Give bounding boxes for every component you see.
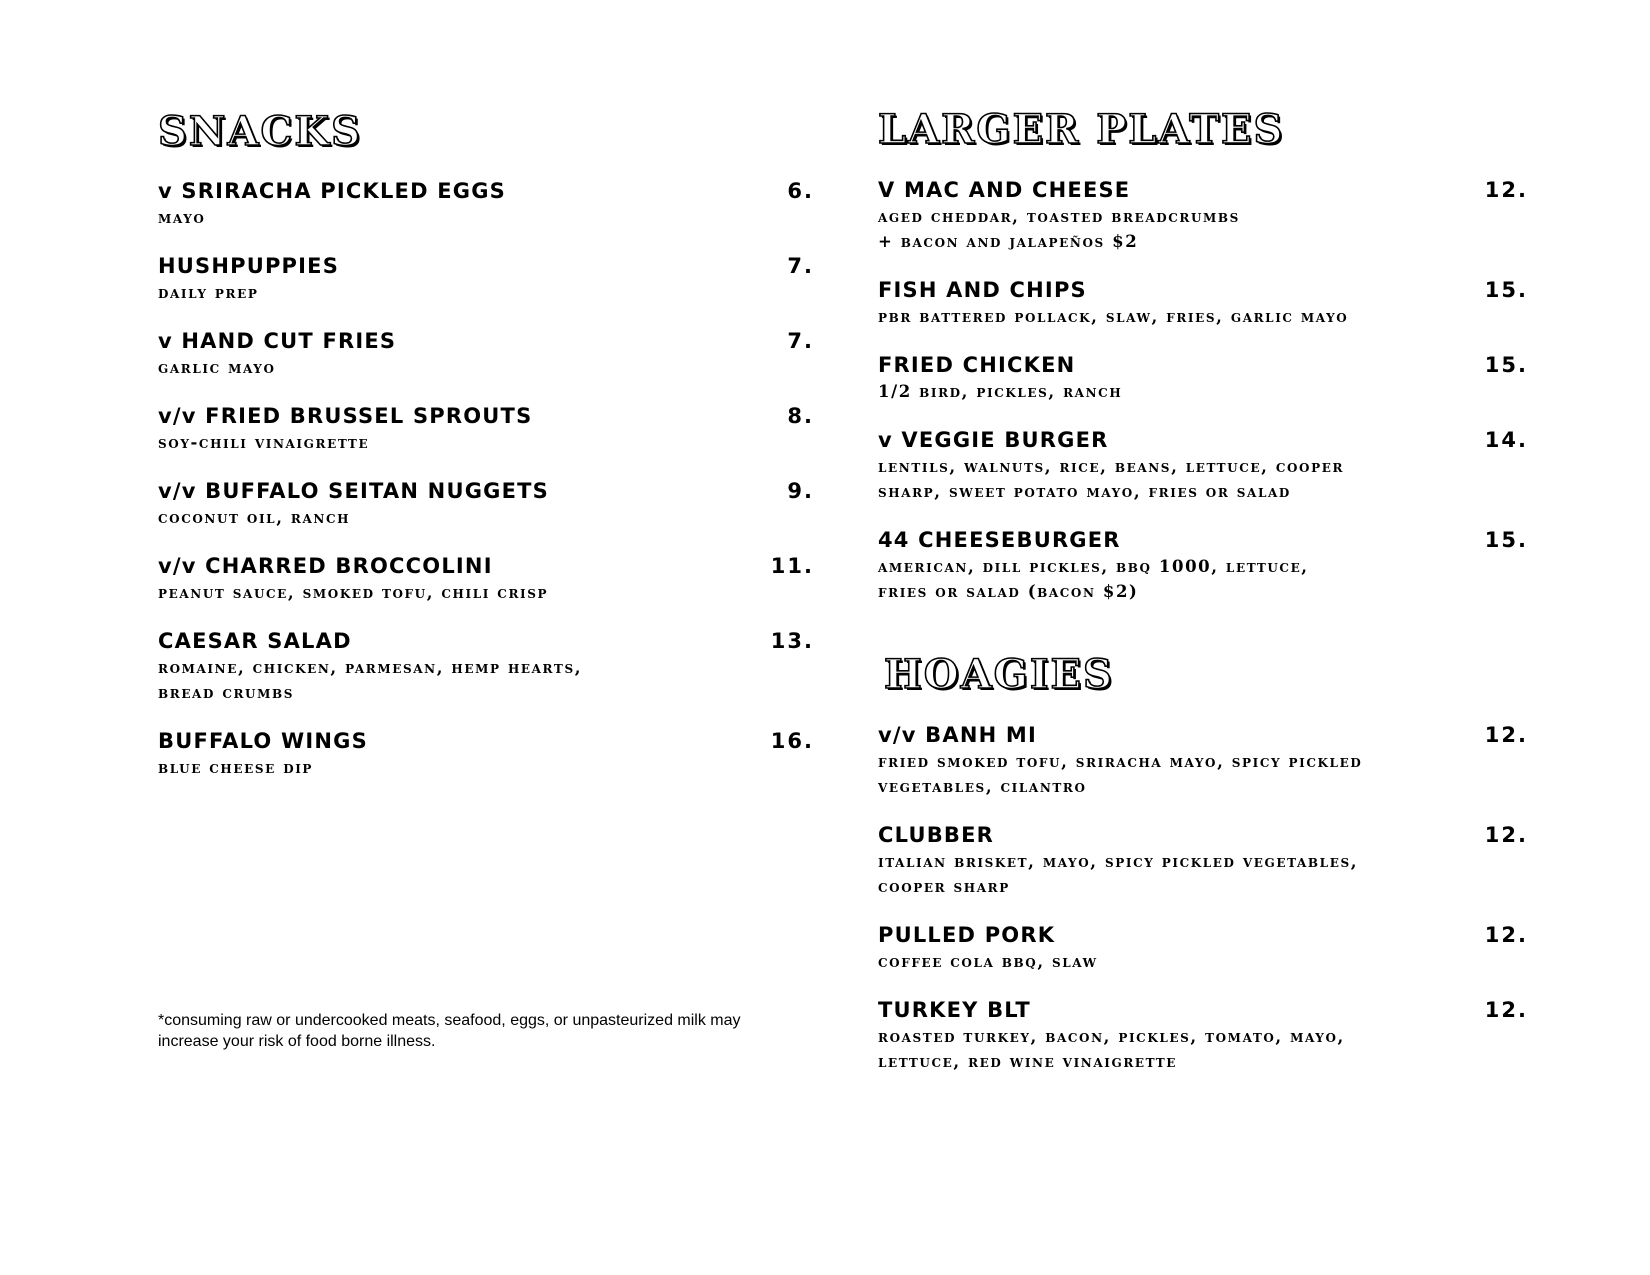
item-name: v/v BUFFALO SEITAN NUGGETS — [158, 479, 549, 503]
item-name: FISH AND CHIPS — [878, 278, 1087, 302]
menu-item — [158, 477, 818, 530]
item-description — [158, 655, 818, 705]
item-description-line: lettuce, red wine vinaigrette — [878, 1052, 1178, 1071]
item-name: v/v FRIED BRUSSEL SPROUTS — [158, 404, 533, 428]
item-name: v SRIRACHA PICKLED EGGS — [158, 179, 506, 203]
item-description-line: sharp, sweet potato mayo, fries or salad — [878, 482, 1291, 501]
footnote-line: *consuming raw or undercooked meats, seafood, eggs, or unpasteurized milk may — [158, 1012, 741, 1029]
item-description-line: blue cheese dip — [158, 758, 314, 777]
menu-item — [878, 721, 1528, 799]
item-description-line: pbr battered pollack, slaw, fries, garlic mayo — [878, 307, 1349, 326]
item-description — [878, 454, 1528, 504]
item-price: 11. — [770, 554, 814, 578]
menu-item — [878, 996, 1528, 1074]
item-description — [878, 849, 1528, 899]
snacks-title: SNACKS — [158, 108, 362, 155]
item-name: TURKEY BLT — [878, 998, 1031, 1022]
item-description — [158, 355, 818, 380]
item-name: FRIED CHICKEN — [878, 353, 1076, 377]
item-description-line: coffee cola bbq, slaw — [878, 952, 1098, 971]
item-description — [158, 205, 818, 230]
menu-item — [158, 552, 818, 605]
menu-item — [158, 177, 818, 230]
menu-item — [158, 727, 818, 780]
item-price: 9. — [787, 479, 814, 503]
item-name: CLUBBER — [878, 823, 995, 847]
item-description — [158, 430, 818, 455]
item-name: V MAC AND CHEESE — [878, 178, 1131, 202]
item-description — [878, 1024, 1528, 1074]
item-price: 15. — [1484, 353, 1528, 377]
item-description-line: american, dill pickles, bbq 1000, lettuce, — [878, 557, 1309, 576]
item-name: v VEGGIE BURGER — [878, 428, 1109, 452]
menu-item — [158, 252, 818, 305]
menu-item — [878, 821, 1528, 899]
item-price: 15. — [1484, 528, 1528, 552]
menu-item — [878, 176, 1528, 254]
hoagies-title: HOAGIES — [884, 651, 1114, 698]
item-description — [158, 580, 818, 605]
footnote-line: increase your risk of food borne illness. — [158, 1033, 436, 1050]
item-name: HUSHPUPPIES — [158, 254, 340, 278]
item-description — [878, 749, 1528, 799]
item-description-line: garlic mayo — [158, 358, 276, 377]
item-name: v/v CHARRED BROCCOLINI — [158, 554, 493, 578]
item-description — [158, 280, 818, 305]
item-name: PULLED PORK — [878, 923, 1056, 947]
item-description — [878, 949, 1528, 974]
item-description-line: fried smoked tofu, sriracha mayo, spicy pickled — [878, 752, 1363, 771]
item-description-line: soy-chili vinaigrette — [158, 433, 370, 452]
item-description — [878, 379, 1528, 404]
menu-item — [158, 627, 818, 705]
item-description-line: romaine, chicken, parmesan, hemp hearts, — [158, 658, 583, 677]
menu-item — [158, 402, 818, 455]
item-description-line: lentils, walnuts, rice, beans, lettuce, cooper — [878, 457, 1345, 476]
item-description-line: cooper sharp — [878, 877, 1010, 896]
menu-item — [878, 921, 1528, 974]
item-description-line: coconut oil, ranch — [158, 508, 351, 527]
item-price: 8. — [787, 404, 814, 428]
item-price: 12. — [1484, 923, 1528, 947]
item-description-line: italian brisket, mayo, spicy pickled vegetables, — [878, 852, 1359, 871]
item-price: 6. — [787, 179, 814, 203]
item-description-line: daily prep — [158, 283, 259, 302]
item-description — [878, 554, 1528, 604]
item-name: v/v BANH MI — [878, 723, 1037, 747]
item-description-line: vegetables, cilantro — [878, 777, 1087, 796]
food-safety-footnote — [158, 1010, 798, 1052]
item-price: 13. — [770, 629, 814, 653]
item-description-line: mayo — [158, 208, 206, 227]
item-description-line: 1/2 bird, pickles, ranch — [878, 382, 1123, 401]
item-description-line: + bacon and jalapeños $2 — [878, 232, 1139, 251]
item-price: 7. — [787, 329, 814, 353]
item-price: 12. — [1484, 723, 1528, 747]
item-description — [158, 755, 818, 780]
item-description-line: bread crumbs — [158, 683, 295, 702]
item-name: 44 CHEESEBURGER — [878, 528, 1121, 552]
item-description-line: peanut sauce, smoked tofu, chili crisp — [158, 583, 549, 602]
menu-item — [878, 526, 1528, 604]
item-description-line: roasted turkey, bacon, pickles, tomato, mayo, — [878, 1027, 1345, 1046]
item-description-line: aged cheddar, toasted breadcrumbs — [878, 207, 1240, 226]
item-description-line: fries or salad (bacon $2) — [878, 582, 1139, 601]
item-price: 12. — [1484, 823, 1528, 847]
item-description — [878, 304, 1528, 329]
menu-item — [878, 351, 1528, 404]
item-price: 7. — [787, 254, 814, 278]
item-price: 14. — [1484, 428, 1528, 452]
item-price: 12. — [1484, 998, 1528, 1022]
menu-item — [878, 426, 1528, 504]
item-price: 12. — [1484, 178, 1528, 202]
item-name: v HAND CUT FRIES — [158, 329, 397, 353]
item-description — [878, 204, 1528, 254]
menu-item — [878, 276, 1528, 329]
item-description — [158, 505, 818, 530]
larger-plates-title: LARGER PLATES — [878, 106, 1285, 153]
item-price: 16. — [770, 729, 814, 753]
menu-item — [158, 327, 818, 380]
item-price: 15. — [1484, 278, 1528, 302]
item-name: BUFFALO WINGS — [158, 729, 368, 753]
item-name: CAESAR SALAD — [158, 629, 352, 653]
